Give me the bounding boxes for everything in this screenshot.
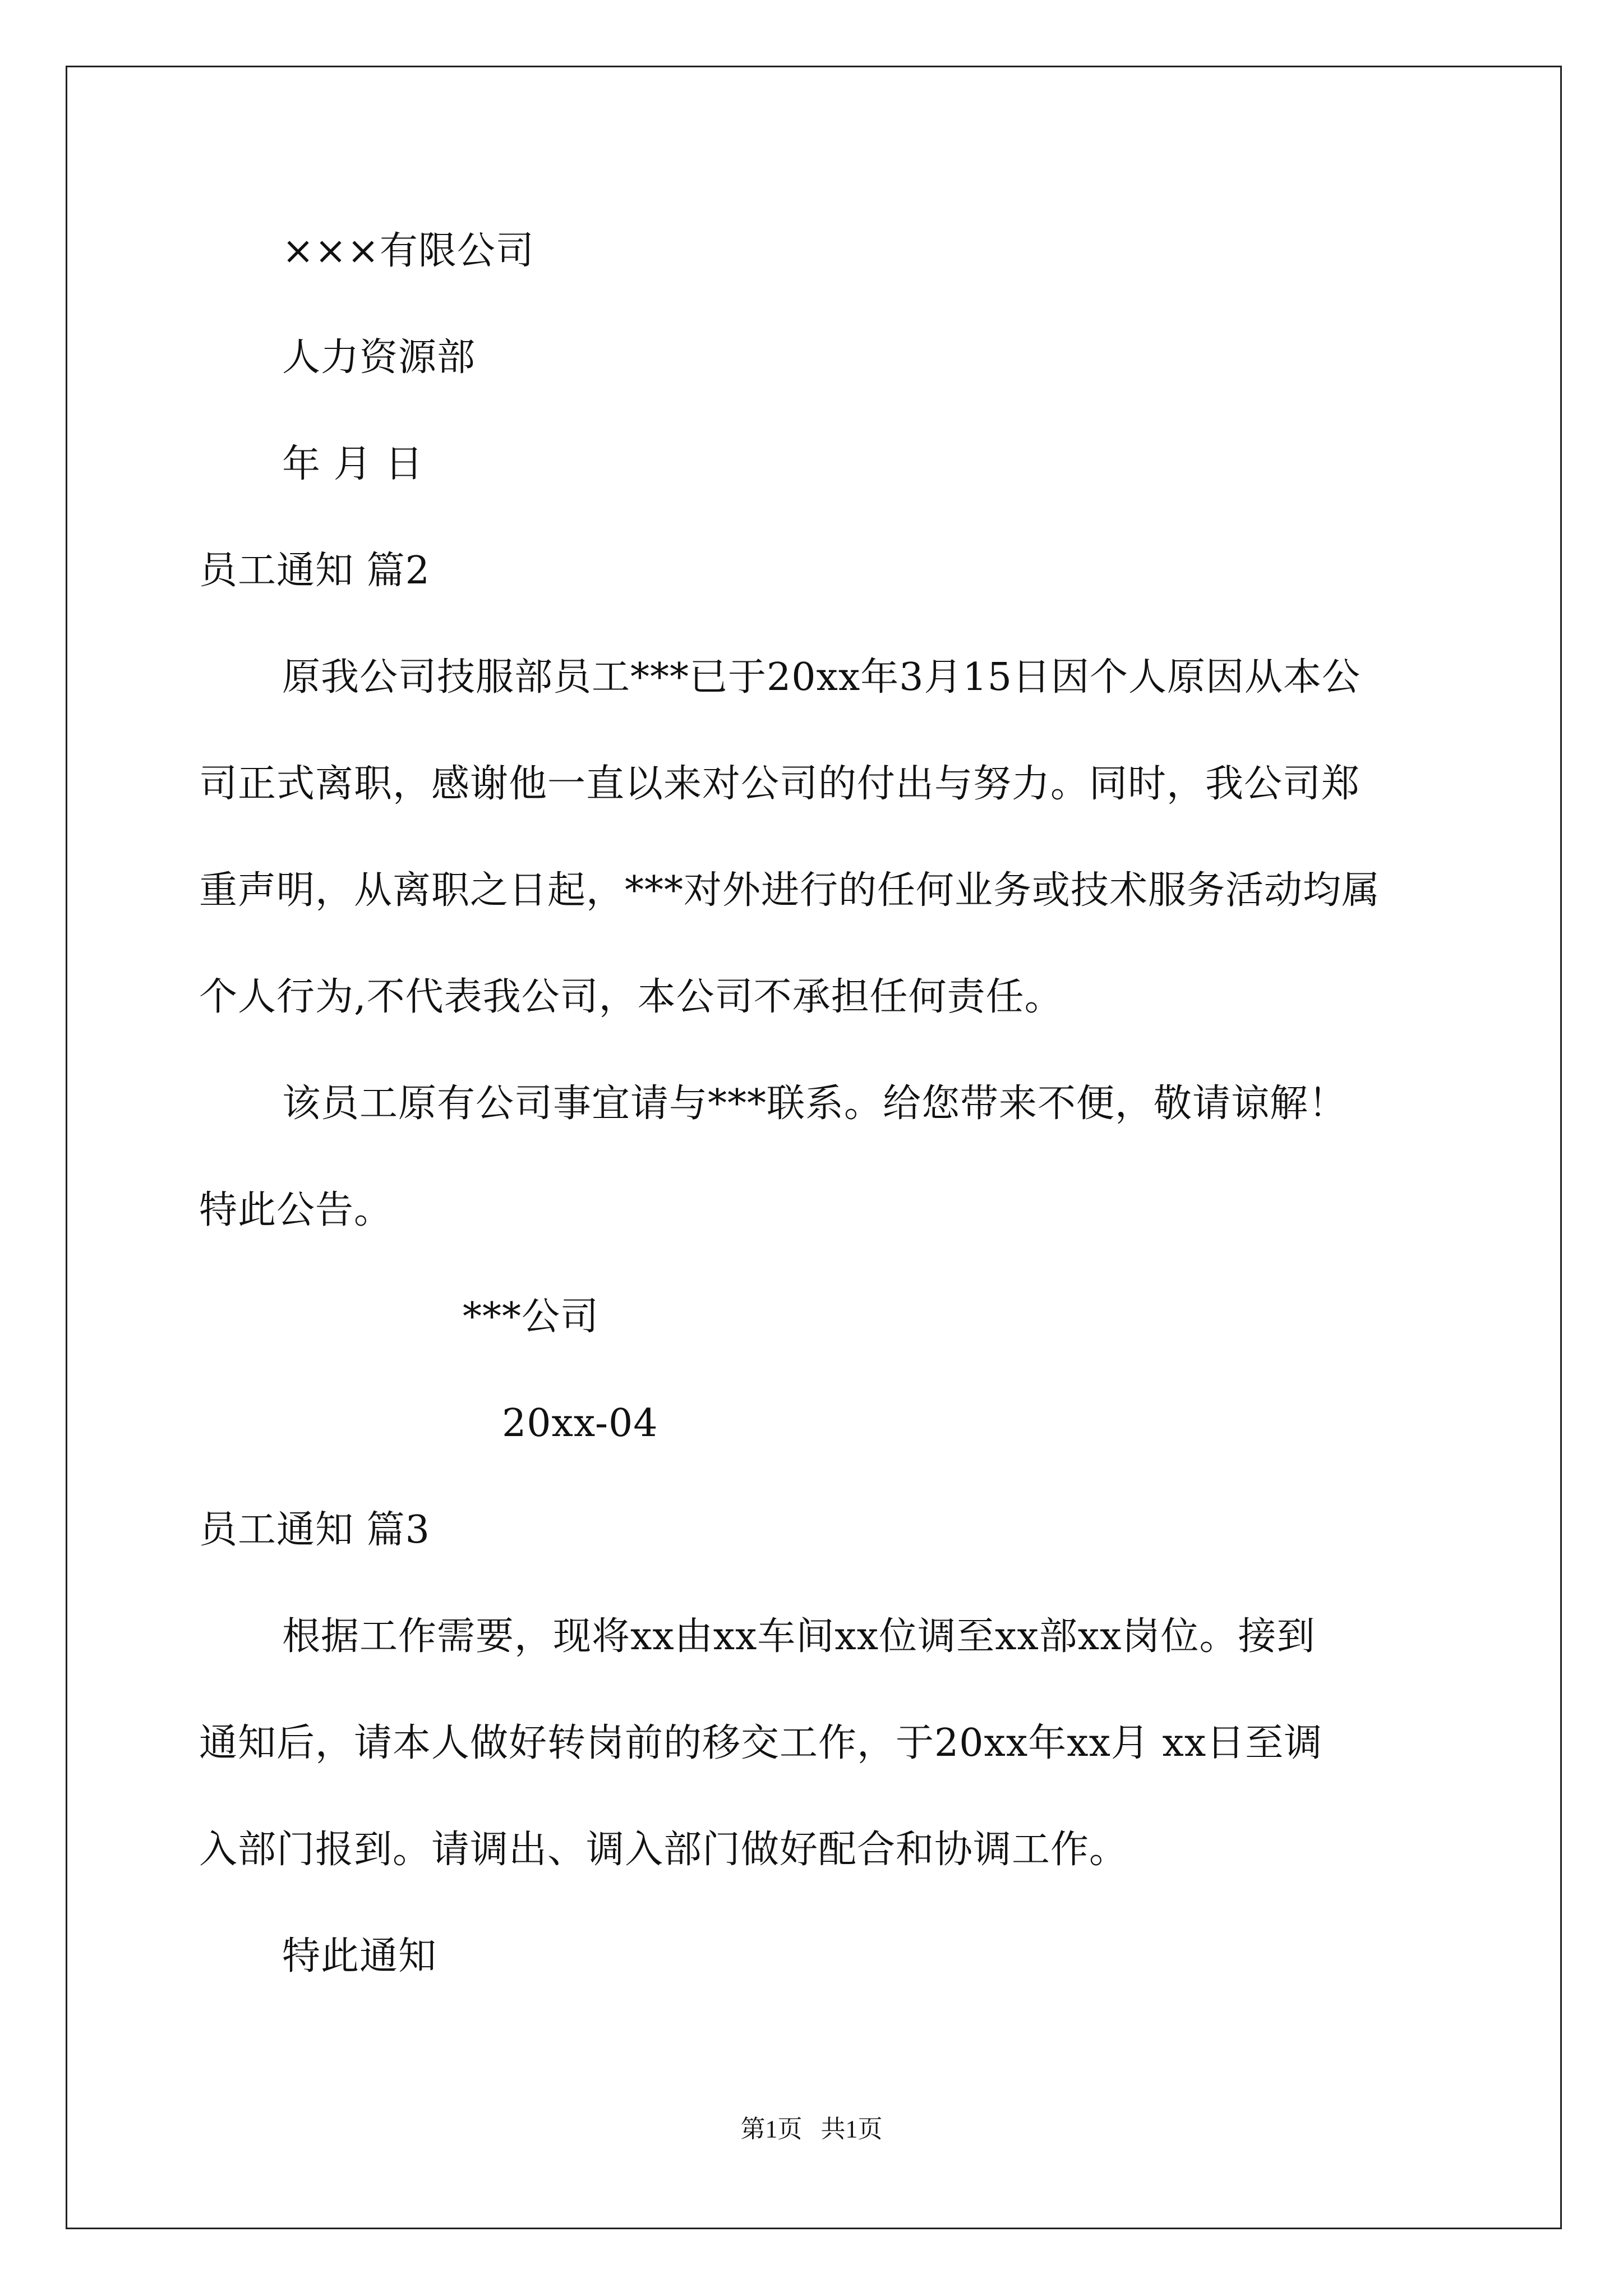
paragraph-line: 根据工作需要，现将xx由xx车间xx位调至xx部xx岗位。接到 bbox=[282, 1614, 1316, 1659]
page-border bbox=[66, 66, 1562, 2229]
department-name: 人力资源部 bbox=[282, 335, 476, 380]
paragraph-line: 入部门报到。请调出、调入部门做好配合和协调工作。 bbox=[199, 1828, 1128, 1872]
paragraph-line: 司正式离职，感谢他一直以来对公司的付出与努力。同时，我公司郑 bbox=[199, 762, 1361, 806]
date-placeholder: 年 月 日 bbox=[282, 442, 424, 486]
company-name: ×××有限公司 bbox=[282, 229, 534, 273]
paragraph-line: 个人行为,不代表我公司，本公司不承担任何责任。 bbox=[199, 975, 1063, 1019]
paragraph-line: 特此公告。 bbox=[199, 1188, 393, 1232]
section-heading-2: 员工通知 篇2 bbox=[199, 549, 430, 593]
paragraph-line: 该员工原有公司事宜请与***联系。给您带来不便，敬请谅解！ bbox=[282, 1082, 1348, 1126]
paragraph-line: 原我公司技服部员工***已于20xx年3月15日因个人原因从本公 bbox=[282, 655, 1361, 700]
paragraph-line: 重声明，从离职之日起，***对外进行的任何业务或技术服务活动均属 bbox=[199, 868, 1381, 913]
signature-company: ***公司 bbox=[463, 1295, 600, 1339]
signature-date: 20xx-04 bbox=[502, 1401, 658, 1446]
paragraph-line: 通知后，请本人做好转岗前的移交工作，于20xx年xx月 xx日至调 bbox=[199, 1721, 1323, 1765]
page-footer: 第1页 共1页 bbox=[740, 2115, 883, 2143]
section-heading-3: 员工通知 篇3 bbox=[199, 1508, 430, 1552]
paragraph-line: 特此通知 bbox=[282, 1934, 437, 1978]
